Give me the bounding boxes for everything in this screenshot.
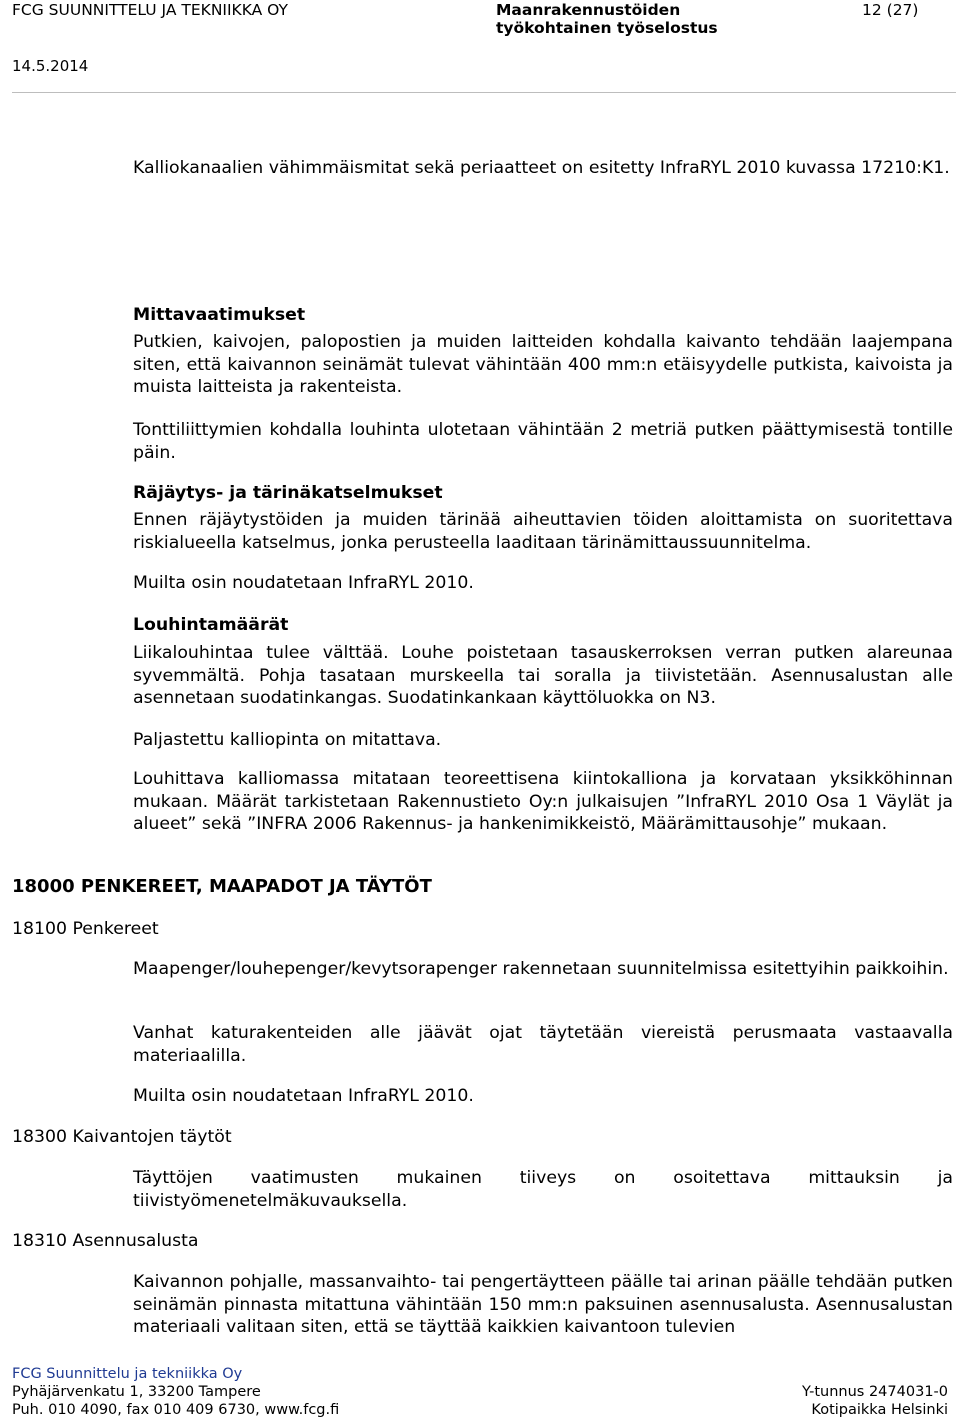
penkereet-paragraph-2: Vanhat katurakenteiden alle jäävät ojat täytetään viereistä perusmaata vastaavalla materiaalilla.: [133, 1023, 953, 1066]
mittavaatimukset-paragraph-1: Putkien, kaivojen, palopostien ja muiden laitteiden kohdalla kaivanto tehdään laajempana siten, että kaivannon seinämät tulevat vähintään 400 mm:n etäisyydelle putkista, kaivoista ja muista laitteista ja rakenteista.: [133, 332, 953, 397]
page-number: 12 (27): [862, 1, 919, 19]
footer-company: FCG Suunnittelu ja tekniikka Oy: [12, 1366, 243, 1382]
mittavaatimukset-paragraph-2: Tonttiliittymien kohdalla louhinta ulotetaan vähintään 2 metriä putken päättymisestä tontille päin.: [133, 420, 953, 463]
header-date: 14.5.2014: [12, 57, 89, 75]
heading-louhintamaarat: Louhintamäärät: [133, 615, 289, 635]
penkereet-paragraph-1: Maapenger/louhepenger/kevytsorapenger rakennetaan suunnitelmissa esitettyihin paikkoihin.: [133, 959, 949, 979]
asennusalusta-paragraph-1: Kaivannon pohjalle, massanvaihto- tai pengertäytteen päälle tai arinan päälle tehdään putken seinämän pinnasta mitattuna vähintään 150 mm:n paksuinen asennusalusta. Asennusalustan materiaali valitaan siten, että se täyttää kaikkien kaivantoon tulevien: [133, 1272, 953, 1337]
rajaytys-paragraph-1: Ennen räjäytystöiden ja muiden tärinää aiheuttavien töiden aloittamista on suoritettava riskialueella katselmus, jonka perusteella laaditaan tärinämittaussuunnitelma.: [133, 510, 953, 553]
footer-contact: Puh. 010 4090, fax 010 409 6730, www.fcg.fi: [12, 1402, 340, 1418]
heading-mittavaatimukset: Mittavaatimukset: [133, 305, 306, 325]
louhintamaarat-paragraph-2: Paljastettu kalliopinta on mitattava.: [133, 730, 442, 750]
section-heading-18310: 18310 Asennusalusta: [12, 1231, 199, 1251]
kaivantojen-taytot-paragraph-1: Täyttöjen vaatimusten mukainen tiiveys on osoitettava mittauksin ja tiivistyömenetelmäkuvauksella.: [133, 1168, 953, 1211]
louhintamaarat-paragraph-3: Louhittava kalliomassa mitataan teoreettisena kiintokalliona ja korvataan yksikköhinnan mukaan. Määrät tarkistetaan Rakennustieto Oy:n julkaisujen ”InfraRYL 2010 Osa 1 Väylät ja alueet” sekä ”INFRA 2006 Rakennus- ja hankenimikkeistö, Määrämittausohje” mukaan.: [133, 769, 953, 834]
header-subtitle: työkohtainen työselostus: [496, 19, 718, 37]
heading-rajaytys: Räjäytys- ja tärinäkatselmukset: [133, 483, 443, 503]
penkereet-paragraph-3: Muilta osin noudatetaan InfraRYL 2010.: [133, 1086, 474, 1106]
louhintamaarat-paragraph-1: Liikalouhintaa tulee välttää. Louhe poistetaan tasauskerroksen verran putken alareunaa syvemmältä. Pohja tasataan murskeella tai soralla ja tiivistetään. Asennusalustan alle asennetaan suodatinkangas. Suodatinkankaan käyttöluokka on N3.: [133, 643, 953, 708]
header-divider: [12, 92, 956, 93]
header-company: FCG SUUNNITTELU JA TEKNIIKKA OY: [12, 1, 288, 19]
intro-paragraph: Kalliokanaalien vähimmäismitat sekä periaatteet on esitetty InfraRYL 2010 kuvassa 17210:K1.: [133, 158, 950, 178]
section-heading-18100: 18100 Penkereet: [12, 919, 159, 939]
footer-ytunnus: Y-tunnus 2474031-0: [801, 1384, 948, 1400]
rajaytys-paragraph-2: Muilta osin noudatetaan InfraRYL 2010.: [133, 573, 474, 593]
section-heading-18300: 18300 Kaivantojen täytöt: [12, 1127, 232, 1147]
footer-domicile: Kotipaikka Helsinki: [811, 1402, 948, 1418]
header-title: Maanrakennustöiden: [496, 1, 681, 19]
footer-address: Pyhäjärvenkatu 1, 33200 Tampere: [12, 1384, 261, 1400]
section-heading-18000: 18000 PENKEREET, MAAPADOT JA TÄYTÖT: [12, 876, 432, 897]
